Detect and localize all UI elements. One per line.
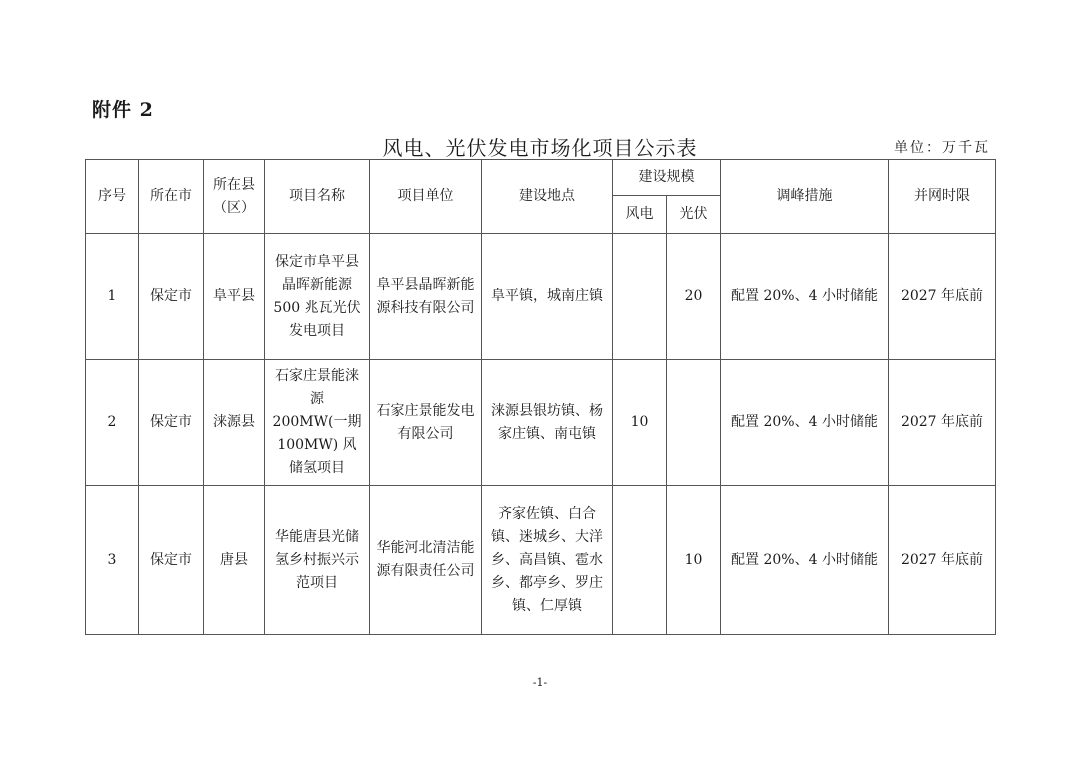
table-row: [86, 486, 996, 635]
header-grid-deadline: 并网时限: [889, 160, 996, 234]
cell-peak-measures: 配置 20%、4 小时储能: [721, 360, 889, 486]
header-wind: 风电: [613, 196, 667, 234]
cell-project-unit: 石家庄景能发电有限公司: [370, 360, 482, 486]
cell-solar: 10: [667, 486, 721, 635]
header-scale: 建设规模: [613, 160, 721, 196]
page-number: -1-: [532, 676, 548, 689]
header-city: 所在市: [139, 160, 204, 234]
cell-location: 齐家佐镇、白合镇、迷城乡、大洋乡、高昌镇、雹水乡、都亭乡、罗庄镇、仁厚镇: [482, 486, 613, 635]
cell-county: 阜平县: [204, 234, 265, 360]
cell-grid-deadline: 2027 年底前: [889, 360, 996, 486]
cell-grid-deadline: 2027 年底前: [889, 234, 996, 360]
cell-seq: 3: [86, 486, 139, 635]
unit-label: 单位：万千瓦: [894, 140, 990, 156]
cell-solar: [667, 360, 721, 486]
cell-city: 保定市: [139, 486, 204, 635]
header-peak-measures: 调峰措施: [721, 160, 889, 234]
cell-city: 保定市: [139, 234, 204, 360]
cell-county: 唐县: [204, 486, 265, 635]
header-county: 所在县（区）: [204, 160, 265, 234]
cell-peak-measures: 配置 20%、4 小时储能: [721, 234, 889, 360]
cell-project-name: 石家庄景能涞源 200MW(一期 100MW) 风储氢项目: [265, 360, 370, 486]
cell-grid-deadline: 2027 年底前: [889, 486, 996, 635]
header-seq: 序号: [86, 160, 139, 234]
cell-county: 涞源县: [204, 360, 265, 486]
header-row: [86, 160, 996, 196]
header-solar: 光伏: [667, 196, 721, 234]
cell-wind: 10: [613, 360, 667, 486]
attachment-label: 附件 2: [92, 99, 154, 121]
project-table: [85, 159, 996, 635]
header-project-name: 项目名称: [265, 160, 370, 234]
cell-city: 保定市: [139, 360, 204, 486]
table-row: [86, 360, 996, 486]
document-title: 风电、光伏发电市场化项目公示表: [382, 136, 698, 160]
cell-project-unit: 华能河北清洁能源有限责任公司: [370, 486, 482, 635]
cell-project-name: 华能唐县光储氢乡村振兴示范项目: [265, 486, 370, 635]
cell-location: 涞源县银坊镇、杨家庄镇、南屯镇: [482, 360, 613, 486]
cell-seq: 1: [86, 234, 139, 360]
cell-peak-measures: 配置 20%、4 小时储能: [721, 486, 889, 635]
cell-wind: [613, 234, 667, 360]
header-project-unit: 项目单位: [370, 160, 482, 234]
cell-location: 阜平镇，城南庄镇: [482, 234, 613, 360]
cell-project-name: 保定市阜平县晶晖新能源 500 兆瓦光伏发电项目: [265, 234, 370, 360]
cell-wind: [613, 486, 667, 635]
cell-project-unit: 阜平县晶晖新能源科技有限公司: [370, 234, 482, 360]
table-row: [86, 234, 996, 360]
cell-seq: 2: [86, 360, 139, 486]
cell-solar: 20: [667, 234, 721, 360]
header-location: 建设地点: [482, 160, 613, 234]
